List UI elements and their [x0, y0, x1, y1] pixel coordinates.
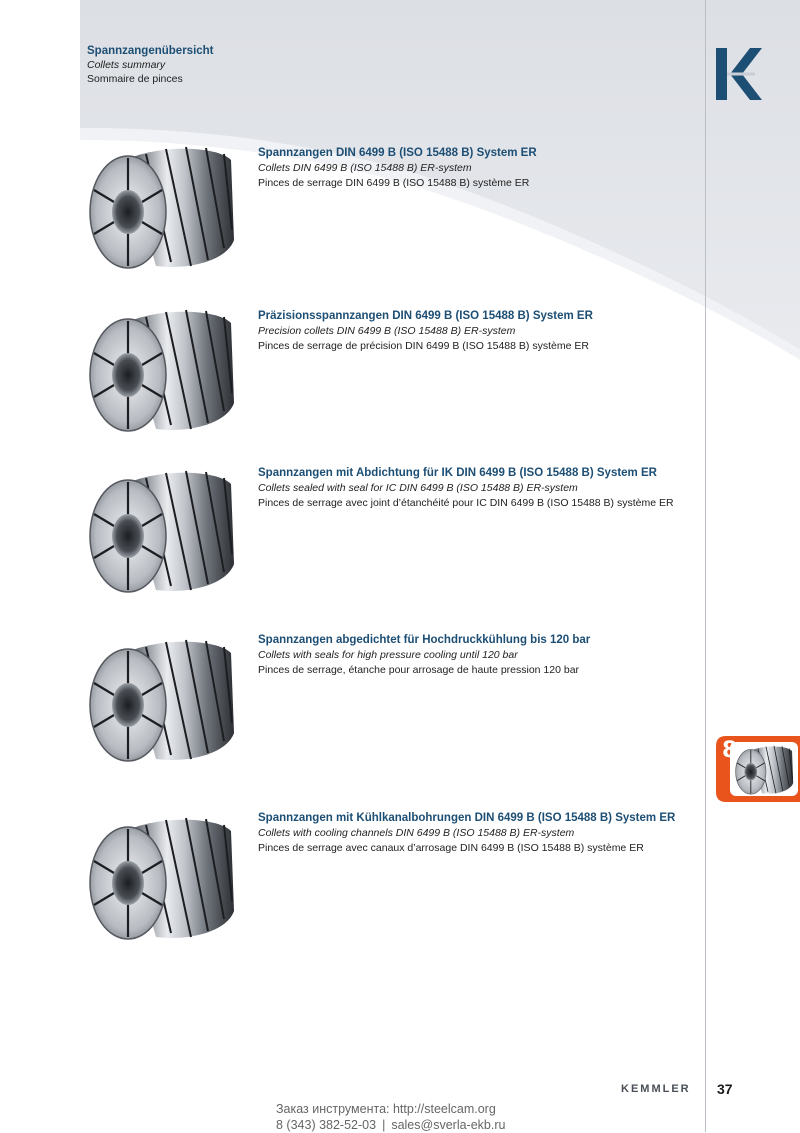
- kemmler-k-logo-icon: [716, 48, 762, 100]
- page-header: [87, 44, 214, 86]
- page-title-de: Spannzangenübersicht: [87, 45, 214, 57]
- item-title-en: Precision collets DIN 6499 B (ISO 15488 B) ER-system: [258, 325, 516, 337]
- collet-thumbnail-icon: [734, 743, 794, 795]
- order-link-line[interactable]: Заказ инструмента: http://steelcam.org: [276, 1102, 496, 1116]
- high-pressure-collet-icon: [86, 633, 236, 763]
- item-title-en: Collets sealed with seal for IC DIN 6499 B (ISO 15488 B) ER-system: [258, 482, 578, 494]
- page-title-fr: Sommaire de pinces: [87, 73, 183, 85]
- item-title-en: Collets with seals for high pressure cooling until 120 bar: [258, 649, 518, 661]
- chapter-number: 8: [722, 738, 738, 763]
- footer-brand: KEMMLER: [621, 1083, 691, 1095]
- page-title-en: Collets summary: [87, 59, 166, 71]
- item-title-de: Spannzangen mit Abdichtung für IK DIN 6499 B (ISO 15488 B) System ER: [258, 467, 657, 479]
- item-title-de: Spannzangen abgedichtet für Hochdruckkühlung bis 120 bar: [258, 634, 591, 646]
- item-title-fr: Pinces de serrage avec canaux d’arrosage DIN 6499 B (ISO 15488 B) système ER: [258, 842, 644, 854]
- item-title-de: Spannzangen mit Kühlkanalbohrungen DIN 6499 B (ISO 15488 B) System ER: [258, 812, 676, 824]
- email-link[interactable]: sales@sverla-ekb.ru: [391, 1118, 506, 1132]
- item-title-de: Präzisionsspannzangen DIN 6499 B (ISO 15488 B) System ER: [258, 310, 593, 322]
- item-title-fr: Pinces de serrage DIN 6499 B (ISO 15488 B) système ER: [258, 177, 530, 189]
- item-title-fr: Pinces de serrage de précision DIN 6499 B (ISO 15488 B) système ER: [258, 340, 589, 352]
- item-title-fr: Pinces de serrage, étanche pour arrosage de haute pression 120 bar: [258, 664, 580, 676]
- right-margin-rule: [705, 0, 706, 1132]
- item-title-en: Collets DIN 6499 B (ISO 15488 B) ER-system: [258, 162, 472, 174]
- phone-number: 8 (343) 382-52-03: [276, 1118, 377, 1132]
- contact-info: [276, 1101, 505, 1133]
- item-title-fr: Pinces de serrage avec joint d’étanchéité pour IC DIN 6499 B (ISO 15488 B) système ER: [258, 497, 674, 509]
- page-number: 37: [717, 1081, 733, 1097]
- chapter-tab[interactable]: [716, 736, 800, 802]
- collet-icon: [86, 140, 236, 270]
- cooling-channel-collet-icon: [86, 811, 236, 941]
- contact-separator: |: [382, 1118, 386, 1132]
- precision-collet-icon: [86, 303, 236, 433]
- contact-line-2: [276, 1117, 505, 1133]
- item-title-de: Spannzangen DIN 6499 B (ISO 15488 B) System ER: [258, 147, 537, 159]
- item-title-en: Collets with cooling channels DIN 6499 B (ISO 15488 B) ER-system: [258, 827, 575, 839]
- sealed-collet-icon: [86, 464, 236, 594]
